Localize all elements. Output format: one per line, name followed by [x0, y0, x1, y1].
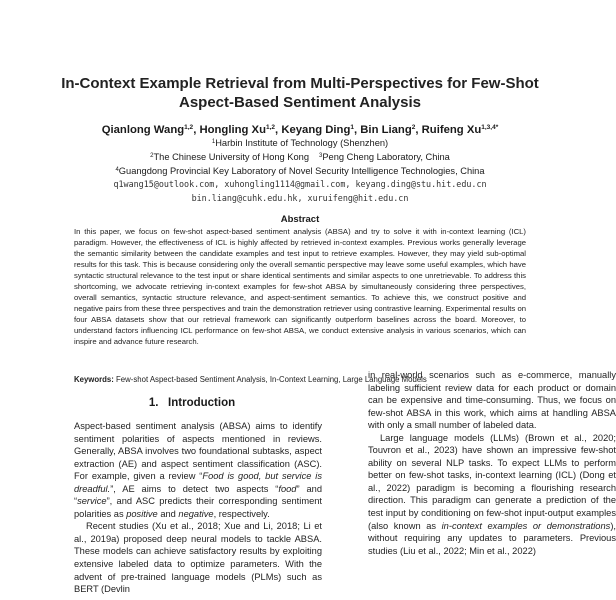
paper-title — [30, 74, 570, 112]
title-line-1: In-Context Example Retrieval from Multi-Perspectives for Few-Shot — [61, 75, 539, 92]
emphasis-term: in-context examples or demonstrations — [441, 520, 611, 531]
author-name: Hongling Xu — [199, 124, 266, 136]
abstract-body: In this paper, we focus on few-shot aspect-based sentiment analysis (ABSA) and try to solve it with in-context learning (ICL) paradigm. However, the effectiveness of ICL is highly affected by retrieved in-context examples. Previous works generally leverage the semantic similarity between the candidate examples and test input to retrieve examples. However, they may yield sub-optimal results for this task. This is because considering only the overall semantic perspective may leave some useful examples, which have syntactic structural relevance to the test input or share identical sentiments and similar aspects to one unretrievable. To address this shortcoming, we advocate retrieving in-context examples for few-shot ABSA by simultaneously considering three perspectives, overall semantics, syntactic structure relevance, and aspect-sentiment semantics. To achieve this, we construct positive and negative pairs from these three perspectives and train the demonstration retriever using contrastive learning. Experimental results on four ABSA datasets show that our retrieval framework can significantly outperform baselines across the board. Moreover, to understand factors influencing ICL performance on few-shot ABSA, we conduct extensive analysis in various scenarios, which can inspire and advance future research. — [74, 227, 526, 346]
author-name: Qianlong Wang — [101, 124, 185, 136]
affiliation-line-3 — [20, 164, 580, 177]
title-line-2: Aspect-Based Sentiment Analysis — [178, 94, 422, 111]
author-affiliation-mark: 1,2 — [184, 124, 194, 131]
keywords-label: Keywords: — [74, 375, 114, 384]
email-line-1: q1wang15@outlook.com, xuhongling1114@gmail.com, keyang.ding@stu.hit.edu.cn — [113, 179, 487, 189]
affiliation-number: 4 — [115, 167, 119, 173]
author-affiliation-mark: 2 — [411, 124, 416, 131]
author-name: Keyang Ding — [281, 124, 351, 136]
affiliation-text: Peng Cheng Laboratory, China — [322, 152, 450, 162]
abstract-heading: Abstract — [280, 214, 320, 225]
example-aspect: food — [278, 483, 297, 494]
affiliation-line-2 — [20, 150, 580, 163]
author-list: Qianlong Wang$^{1,2}$, Hongling Xu$^{1,2}$, Keyang Ding$^1$, Bin Liang$^2$, Ruifeng $Xu^{1,3,4*}$ — [101, 124, 499, 136]
author-name: Bin Liang — [360, 124, 412, 136]
affiliation-number: 3 — [319, 153, 323, 159]
intro-paragraph-2: Recent studies (Xu et al., 2018; Xue and Li, 2018; Li et al., 2019a) proposed deep neural models to tackle ABSA. These models can achieve satisfactory results by exploiting extensive labeled data to optimize parameters. With the advent of pre-trained language models (PLMs) such as BERT (Devlin — [74, 521, 322, 595]
affiliation-number: 1 — [211, 139, 216, 145]
author-affiliation-mark: 1,3,4* — [481, 124, 499, 131]
example-aspect: service — [77, 496, 107, 507]
right-column — [368, 369, 616, 557]
author-affiliation-mark: 1,2 — [265, 124, 276, 131]
paragraph-text: ), without requiring any updates to parameters. Previous studies (Liu et al., 2022; Min et al., 2022) — [368, 520, 616, 556]
intro-paragraph-4 — [368, 432, 616, 557]
paragraph-text: ”, and ASC predicts their corresponding sentiment polarities as — [74, 496, 322, 519]
affiliation-text: Harbin Institute of Technology (Shenzhen) — [215, 138, 389, 148]
paragraph-text: Large language models (LLMs) (Brown et al., 2020; Touvron et al., 2023) have shown an impressive few-shot ability on several NLP tasks. To expect LLMs to perform better on few-shot tasks, in-context learning (ICL) (Dong et al., 2022) paradigm is becoming a flourishing research direction. This paradigm can generate a prediction of the test input by conditioning on few-shot input-output examples (also known as — [368, 432, 616, 531]
intro-paragraph-3: in real-world scenarios such as e-commerce, manually labeling sufficient review data for each product or domain can be expensive and time-consuming. Thus, we focus on few-shot ABSA in this work, which aims at handling ABSA with only a small number of labeled data. — [368, 370, 616, 431]
affiliation-number: 2 — [150, 153, 154, 159]
section-title: Introduction — [168, 397, 236, 409]
paragraph-text: ”, AE aims to detect two aspects “ — [110, 483, 279, 494]
affiliation-text: Guangdong Provincial Key Laboratory of Novel Security Intelligence Technologies, China — [118, 166, 485, 176]
paragraph-text: , respectively. — [213, 508, 270, 519]
email-line-2: bin.liang@cuhk.edu.hk, xuruifeng@hit.edu.cn — [191, 193, 409, 203]
paragraph-text: ” and “ — [74, 483, 322, 507]
left-column — [74, 420, 322, 596]
paragraph-text: and — [157, 508, 179, 519]
keywords-text: Few-shot Aspect-based Sentiment Analysis, In-Context Learning, Large Language Models — [116, 375, 427, 384]
example-polarity: positive — [126, 508, 158, 519]
section-heading-introduction — [68, 396, 316, 410]
affiliation-line-1 — [20, 136, 580, 149]
section-number: 1. — [148, 397, 159, 409]
affiliation-text: The Chinese University of Hong Kong — [153, 152, 310, 162]
example-review: Food is good, but service is dreadful. — [74, 471, 322, 494]
author-name: Ruifeng Xu — [421, 124, 482, 136]
paragraph-text: Aspect-based sentiment analysis (ABSA) aims to identify sentiment polarities of aspects mentioned in reviews. Generally, ABSA involves two foundational subtasks, aspect extraction (AE) and aspect sentiment classification (ASC). For example, given a review “ — [74, 421, 322, 482]
example-polarity: negative — [178, 508, 214, 519]
intro-paragraph-1 — [74, 420, 322, 520]
author-affiliation-mark: 1 — [350, 124, 354, 131]
